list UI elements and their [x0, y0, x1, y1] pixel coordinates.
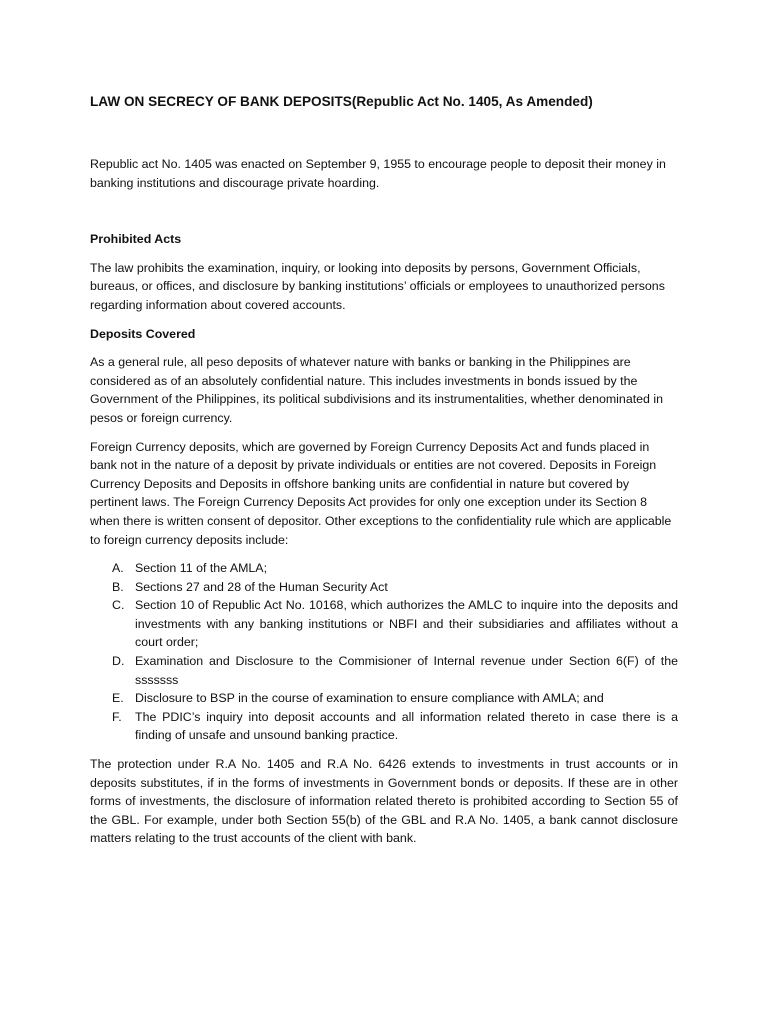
- prohibited-acts-paragraph: The law prohibits the examination, inquiry, or looking into deposits by persons, Government Officials, bureaus, or offices, and disclosure by banking institutions’ officials or employees to unauthorized persons regarding information about covered accounts.: [90, 260, 665, 312]
- list-marker: B.: [112, 579, 124, 594]
- list-item: [90, 689, 678, 708]
- list-item: [90, 559, 678, 578]
- list-item-text: Sections 27 and 28 of the Human Security Act: [135, 579, 388, 594]
- deposits-covered-heading: Deposits Covered: [90, 326, 196, 341]
- list-marker: C.: [112, 598, 125, 613]
- list-item-text: The PDIC’s inquiry into deposit accounts and all information related thereto in case there is a finding of unsafe and unsound banking practice.: [135, 709, 678, 743]
- list-marker: F.: [112, 709, 122, 724]
- exceptions-list: [90, 559, 678, 745]
- list-item: [90, 596, 678, 652]
- deposits-covered-paragraph-1: As a general rule, all peso deposits of whatever nature with banks or banking in the Philippines are considered as of an absolutely confidential nature. This includes investments in bonds issued by the Government of the Philippines, its political subdivisions and its instrumentalities, whether denominated in pesos or foreign currency.: [90, 355, 664, 425]
- list-item: [90, 708, 678, 745]
- list-marker: D.: [112, 654, 125, 669]
- intro-paragraph: Republic act No. 1405 was enacted on September 9, 1955 to encourage people to deposit their money in banking institutions and discourage private hoarding.: [90, 157, 666, 190]
- list-item-text: Disclosure to BSP in the course of examination to ensure compliance with AMLA; and: [135, 691, 604, 706]
- list-item-text: Examination and Disclosure to the Commisioner of Internal revenue under Section 6(F) of the sssssss: [135, 654, 678, 687]
- document-title: LAW ON SECRECY OF BANK DEPOSITS(Republic Act No. 1405, As Amended): [90, 94, 593, 109]
- list-marker: E.: [112, 691, 124, 706]
- protection-paragraph: The protection under R.A No. 1405 and R.A No. 6426 extends to investments in trust accounts or in deposits substitutes, if in the forms of investments in Government bonds or deposits. If these are in other forms of investments, the disclosure of information related thereto is prohibited according to Section 55 of the GBL. For example, under both Section 55(b) of the GBL and R.A No. 1405, a bank cannot disclosure matters relating to the trust accounts of the client with bank.: [90, 757, 678, 846]
- list-marker: A.: [112, 561, 124, 576]
- list-item: [90, 652, 678, 689]
- deposits-covered-paragraph-2: Foreign Currency deposits, which are governed by Foreign Currency Deposits Act and funds placed in bank not in the nature of a deposit by private individuals or entities are not covered. Deposits in Foreign Currency Deposits and Deposits in offshore banking units are confidential in nature but covered by pertinent laws. The Foreign Currency Deposits Act provides for only one exception under its Section 8 when there is written consent of depositor. Other exceptions to the confidentiality rule which are applicable to foreign currency deposits include:: [90, 439, 672, 547]
- document-body: [90, 92, 678, 858]
- list-item-text: Section 10 of Republic Act No. 10168, which authorizes the AMLC to inquire into the deposits and investments with any banking institutions or NBFI and their subsidiaries and affiliates without a court order;: [135, 598, 678, 650]
- list-item-text: Section 11 of the AMLA;: [135, 561, 268, 576]
- list-item: [90, 578, 678, 597]
- prohibited-acts-heading: Prohibited Acts: [90, 232, 182, 247]
